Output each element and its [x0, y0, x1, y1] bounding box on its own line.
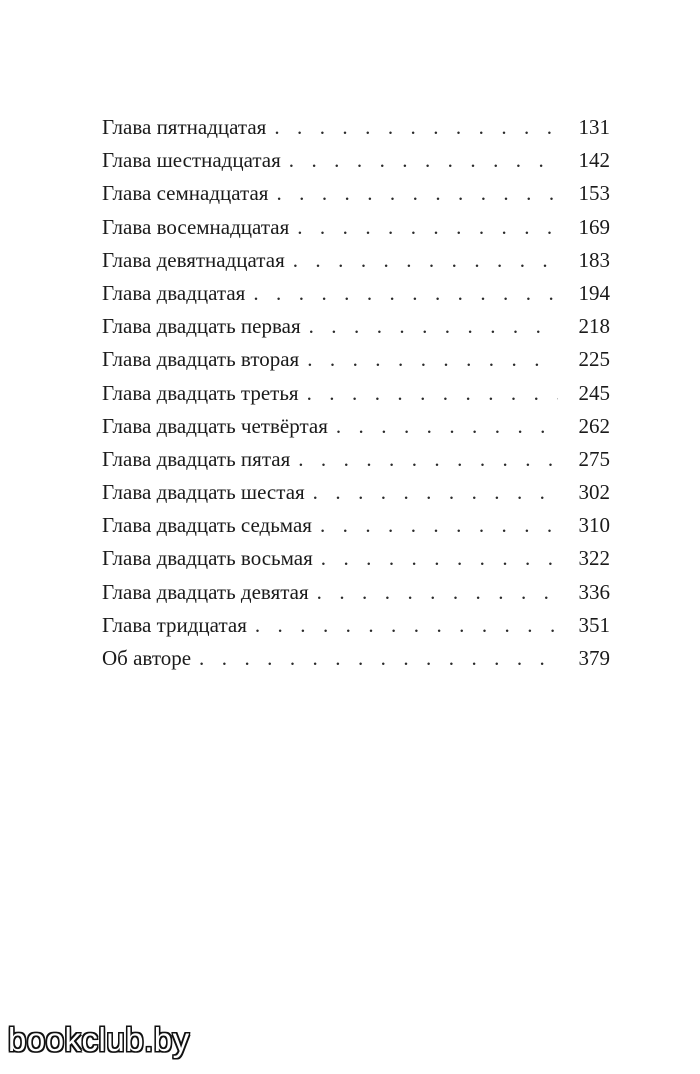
toc-entry-title: Глава двадцать восьмая	[102, 546, 313, 571]
toc-dot-leader	[298, 443, 558, 476]
toc-dot-leader	[253, 277, 558, 310]
toc-entry-title: Глава тридцатая	[102, 612, 247, 637]
toc-entry[interactable]	[102, 211, 610, 244]
toc-dot-leader	[317, 576, 558, 609]
site-watermark: bookclub.by	[8, 1021, 190, 1058]
toc-dot-leader	[276, 177, 558, 210]
toc-dot-leader	[321, 542, 558, 575]
toc-entry-title: Глава двадцать вторая	[102, 347, 300, 372]
toc-entry-title: Глава двадцать шестая	[102, 480, 305, 505]
toc-entry[interactable]	[102, 609, 610, 642]
toc-entry[interactable]	[102, 177, 610, 210]
toc-entry-title: Глава шестнадцатая	[102, 148, 281, 173]
toc-dot-leader	[297, 211, 558, 244]
toc-entry-page: 183	[578, 247, 610, 272]
toc-entry-page: 379	[578, 646, 610, 670]
toc-entry[interactable]	[102, 244, 610, 277]
toc-entry[interactable]	[102, 410, 610, 443]
toc-entry-title: Глава двадцать девятая	[102, 579, 309, 604]
toc-entry-title: Глава двадцатая	[102, 280, 246, 305]
toc-dot-leader	[199, 642, 558, 675]
toc-dot-leader	[336, 410, 558, 443]
toc-entry-title: Глава семнадцатая	[102, 181, 269, 206]
toc-entry[interactable]	[102, 310, 610, 343]
toc-entry-page: 322	[578, 546, 610, 571]
toc-entry-page: 310	[578, 513, 610, 538]
toc-entry-page: 302	[578, 480, 610, 505]
toc-dot-leader	[309, 310, 558, 343]
toc-entry-page: 245	[578, 380, 610, 405]
toc-entry-title: Об авторе	[102, 646, 192, 670]
toc-entry[interactable]	[102, 642, 610, 675]
toc-entry-page: 131	[578, 115, 610, 139]
toc-entry-title: Глава двадцать пятая	[102, 446, 291, 471]
toc-entry-title: Глава девятнадцатая	[102, 247, 285, 272]
toc-entry[interactable]	[102, 542, 610, 575]
toc-entry-page: 275	[578, 446, 610, 471]
toc-dot-leader	[274, 111, 558, 144]
toc-dot-leader	[255, 609, 558, 642]
toc-entry-title: Глава двадцать первая	[102, 314, 301, 339]
toc-entry[interactable]	[102, 111, 610, 144]
toc-entry-page: 262	[578, 413, 610, 438]
toc-entry-page: 153	[578, 181, 610, 206]
toc-entry-page: 225	[578, 347, 610, 372]
toc-entry[interactable]	[102, 476, 610, 509]
toc-dot-leader	[289, 144, 558, 177]
toc-entry[interactable]	[102, 576, 610, 609]
toc-entry[interactable]	[102, 343, 610, 376]
toc-entry[interactable]	[102, 509, 610, 542]
toc-entry-page: 218	[578, 314, 610, 339]
toc-dot-leader	[307, 377, 558, 410]
toc-entry-page: 169	[578, 214, 610, 239]
toc-entry-title: Глава двадцать четвёртая	[102, 413, 328, 438]
toc-entry-title: Глава двадцать седьмая	[102, 513, 312, 538]
table-of-contents	[102, 111, 610, 675]
toc-entry[interactable]	[102, 277, 610, 310]
toc-dot-leader	[307, 343, 558, 376]
toc-entry[interactable]	[102, 144, 610, 177]
toc-entry-page: 142	[578, 148, 610, 173]
toc-dot-leader	[293, 244, 558, 277]
toc-entry-title: Глава восемнадцатая	[102, 214, 290, 239]
toc-dot-leader	[313, 476, 558, 509]
toc-entry-title: Глава пятнадцатая	[102, 115, 267, 139]
toc-entry[interactable]	[102, 377, 610, 410]
toc-entry-page: 194	[578, 280, 610, 305]
toc-dot-leader	[320, 509, 558, 542]
toc-entry-title: Глава двадцать третья	[102, 380, 299, 405]
toc-entry[interactable]	[102, 443, 610, 476]
toc-entry-page: 336	[578, 579, 610, 604]
toc-entry-page: 351	[578, 612, 610, 637]
